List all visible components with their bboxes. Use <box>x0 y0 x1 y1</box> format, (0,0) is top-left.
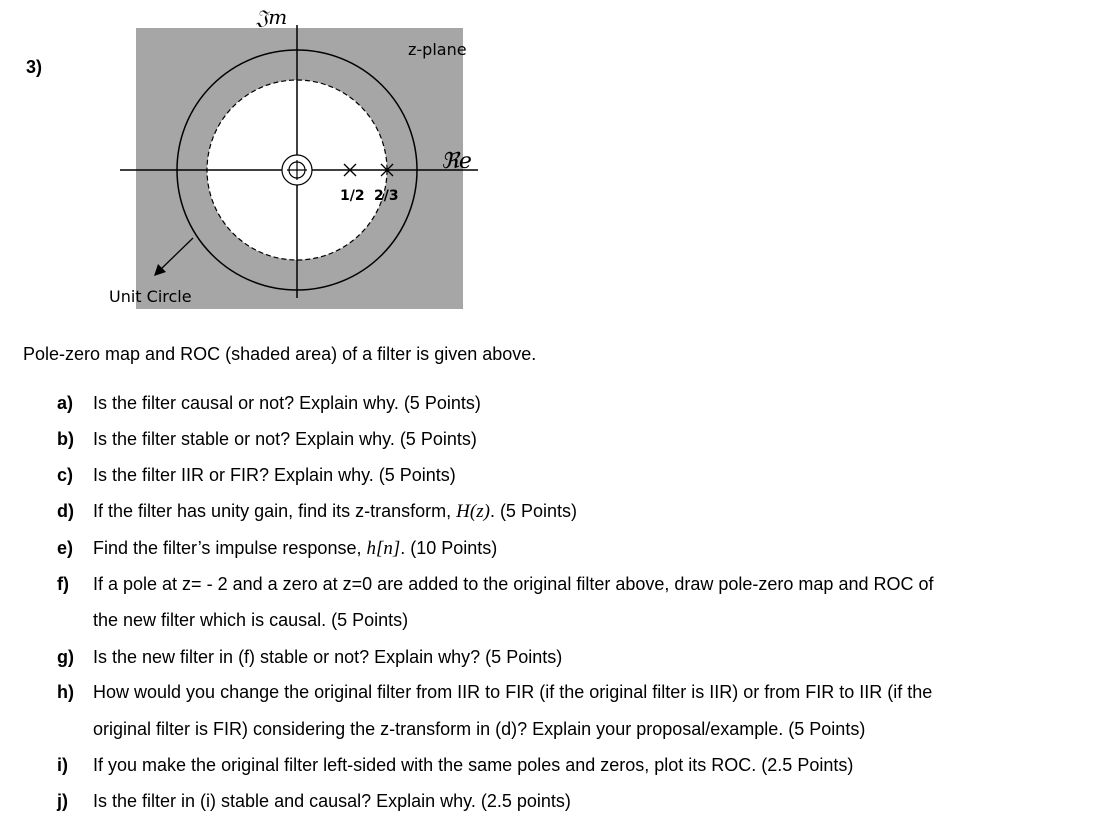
question-b: b) Is the filter stable or not? Explain why. (5 Points) <box>57 429 477 449</box>
question-j: j) Is the filter in (i) stable and causal? Explain why. (2.5 points) <box>57 791 571 811</box>
question-g: g) Is the new filter in (f) stable or not? Explain why? (5 Points) <box>57 647 563 667</box>
question-d: d) If the filter has unity gain, find its z-transform, H(z). (5 Points) <box>57 501 577 522</box>
question-a: a) Is the filter causal or not? Explain why. (5 Points) <box>57 393 481 413</box>
real-axis-label: ℜe <box>441 149 472 174</box>
question-number: 3) <box>26 57 43 77</box>
z-plane-label: z-plane <box>408 40 467 59</box>
pole-zero-diagram <box>0 0 500 320</box>
intro-text: Pole-zero map and ROC (shaded area) of a filter is given above. <box>23 344 537 364</box>
question-h: h) How would you change the original filter from IIR to FIR (if the original filter is IIR) or from FIR to IIR (if the <box>57 682 933 702</box>
question-f-cont: the new filter which is causal. (5 Points) <box>93 610 409 630</box>
question-c: c) Is the filter IIR or FIR? Explain why. (5 Points) <box>57 465 456 485</box>
question-i: i) If you make the original filter left-sided with the same poles and zeros, plot its ROC. (2.5 Points) <box>57 755 854 775</box>
question-e: e) Find the filter’s impulse response, h[n]. (10 Points) <box>57 538 498 559</box>
unit-circle-label: Unit Circle <box>109 287 192 306</box>
pole-label: 2/3 <box>374 188 399 204</box>
pole-label: 1/2 <box>340 188 365 204</box>
question-f: f) If a pole at z= - 2 and a zero at z=0 are added to the original filter above, draw pole-zero map and ROC of <box>57 574 934 594</box>
question-h-cont: original filter is FIR) considering the z-transform in (d)? Explain your proposal/example. (5 Points) <box>93 719 866 739</box>
imag-axis-label: 𝔍m <box>256 5 288 29</box>
